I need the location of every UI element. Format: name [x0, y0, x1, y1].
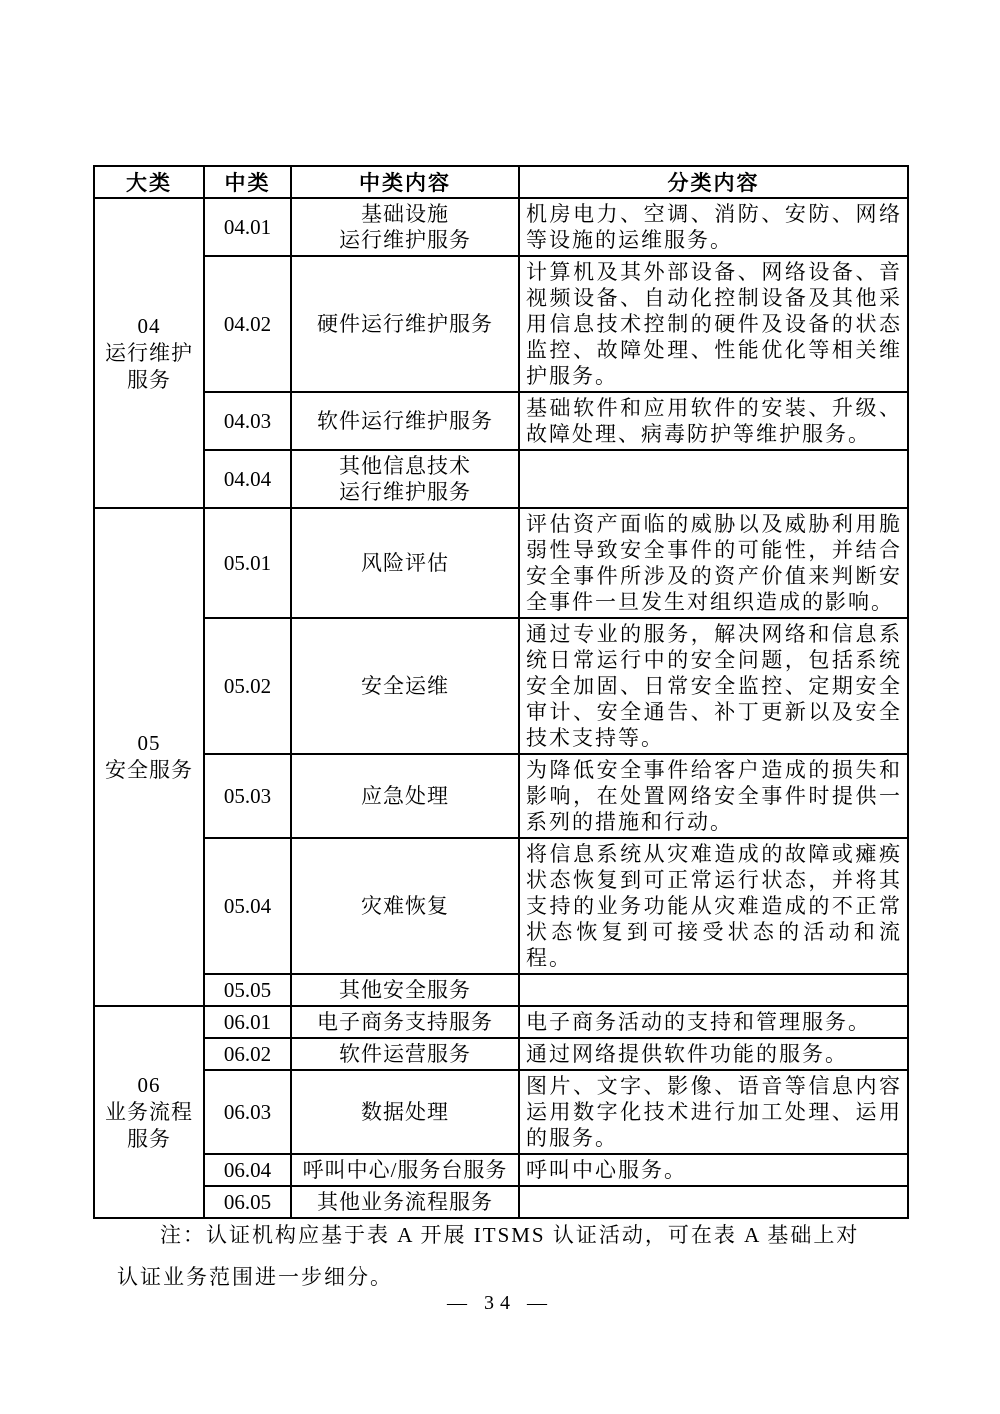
middle-category-name-line: 呼叫中心/服务台服务: [302, 1158, 508, 1182]
table-row: [94, 1070, 908, 1154]
table-row: [94, 838, 908, 974]
table-note: [117, 1214, 907, 1298]
middle-category-code: 04.04: [204, 450, 291, 508]
middle-category-name-line: 硬件运行维护服务: [317, 312, 493, 336]
table-row: [94, 508, 908, 618]
classification-description: 将信息系统从灾难造成的故障或瘫痪状态恢复到可正常运行状态，并将其支持的业务功能从灾难造成的不正常状态恢复到可接受状态的活动和流程。: [519, 838, 908, 974]
middle-category-name: [291, 198, 519, 256]
middle-category-code: 05.05: [204, 974, 291, 1006]
middle-category-name-line: 灾难恢复: [361, 894, 449, 918]
middle-category-name-line: 基础设施: [361, 202, 449, 226]
major-category-line: 05: [137, 731, 161, 755]
middle-category-name: [291, 256, 519, 392]
middle-category-name: [291, 754, 519, 838]
table-row: [94, 1154, 908, 1186]
middle-category-name-line: 其他信息技术: [339, 454, 471, 478]
table-row: [94, 618, 908, 754]
middle-category-code: 04.03: [204, 392, 291, 450]
table-row: [94, 974, 908, 1006]
header-middle-category-content: 中类内容: [291, 166, 519, 198]
middle-category-name-line: 安全运维: [361, 674, 449, 698]
note-line-1: 注：认证机构应基于表 A 开展 ITSMS 认证活动，可在表 A 基础上对: [160, 1223, 860, 1247]
middle-category-code: 06.04: [204, 1154, 291, 1186]
middle-category-name: [291, 618, 519, 754]
middle-category-name: [291, 838, 519, 974]
middle-category-name-line: 其他安全服务: [339, 978, 471, 1002]
classification-table: [93, 165, 909, 1219]
table-row: [94, 754, 908, 838]
middle-category-code: 05.01: [204, 508, 291, 618]
major-category-line: 服务: [127, 1126, 171, 1151]
classification-description: 电子商务活动的支持和管理服务。: [519, 1006, 908, 1038]
table-row: [94, 256, 908, 392]
page-number: — 34 —: [447, 1292, 553, 1314]
middle-category-name: [291, 392, 519, 450]
classification-description: 基础软件和应用软件的安装、升级、故障处理、病毒防护等维护服务。: [519, 392, 908, 450]
major-category-line: 服务: [127, 367, 171, 392]
middle-category-name-line: 数据处理: [361, 1100, 449, 1124]
major-category-line: 业务流程: [105, 1099, 193, 1124]
middle-category-name-line: 电子商务支持服务: [317, 1010, 493, 1034]
table-header-row: [94, 166, 908, 198]
table-row: [94, 450, 908, 508]
middle-category-code: 05.03: [204, 754, 291, 838]
middle-category-name-line: 运行维护服务: [339, 228, 471, 252]
table-row: [94, 1006, 908, 1038]
middle-category-name: [291, 450, 519, 508]
middle-category-code: 06.05: [204, 1186, 291, 1218]
middle-category-name-line: 其他业务流程服务: [317, 1190, 493, 1214]
header-major-category: 大类: [94, 166, 204, 198]
note-line-2: 认证业务范围进一步细分。: [117, 1265, 393, 1289]
table-row: [94, 392, 908, 450]
classification-description: 为降低安全事件给客户造成的损失和影响，在处置网络安全事件时提供一系列的措施和行动。: [519, 754, 908, 838]
middle-category-code: 04.01: [204, 198, 291, 256]
table-row: [94, 198, 908, 256]
major-category-line: 安全服务: [105, 758, 193, 782]
middle-category-code: 05.04: [204, 838, 291, 974]
table-row: [94, 1038, 908, 1070]
major-category-cell-05: [94, 508, 204, 1006]
middle-category-code: 06.01: [204, 1006, 291, 1038]
classification-description: 通过专业的服务，解决网络和信息系统日常运行中的安全问题，包括系统安全加固、日常安全监控、定期安全审计、安全通告、补丁更新以及安全技术支持等。: [519, 618, 908, 754]
classification-description: 机房电力、空调、消防、安防、网络等设施的运维服务。: [519, 198, 908, 256]
header-classification-content: 分类内容: [519, 166, 908, 198]
header-middle-category: 中类: [204, 166, 291, 198]
major-category-line: 06: [137, 1072, 161, 1097]
major-category-line: 运行维护: [105, 340, 193, 365]
classification-description: 评估资产面临的威胁以及威胁利用脆弱性导致安全事件的可能性，并结合安全事件所涉及的资产价值来判断安全事件一旦发生对组织造成的影响。: [519, 508, 908, 618]
middle-category-name: [291, 1006, 519, 1038]
classification-description: [519, 974, 908, 1006]
middle-category-name: [291, 1070, 519, 1154]
major-category-cell-06: [94, 1006, 204, 1218]
middle-category-name-line: 风险评估: [361, 551, 449, 575]
middle-category-name-line: 软件运行维护服务: [317, 409, 493, 433]
middle-category-name: [291, 1038, 519, 1070]
major-category-cell-04: [94, 198, 204, 508]
middle-category-code: 06.03: [204, 1070, 291, 1154]
middle-category-name: [291, 508, 519, 618]
middle-category-code: 05.02: [204, 618, 291, 754]
classification-description: 通过网络提供软件功能的服务。: [519, 1038, 908, 1070]
middle-category-name: [291, 1154, 519, 1186]
middle-category-name-line: 应急处理: [361, 784, 449, 808]
middle-category-name: [291, 974, 519, 1006]
classification-description: [519, 450, 908, 508]
middle-category-name-line: 运行维护服务: [339, 480, 471, 504]
middle-category-code: 04.02: [204, 256, 291, 392]
classification-description: 呼叫中心服务。: [519, 1154, 908, 1186]
middle-category-code: 06.02: [204, 1038, 291, 1070]
classification-description: 计算机及其外部设备、网络设备、音视频设备、自动化控制设备及其他采用信息技术控制的硬件及设备的状态监控、故障处理、性能优化等相关维护服务。: [519, 256, 908, 392]
middle-category-name-line: 软件运营服务: [339, 1042, 471, 1066]
major-category-line: 04: [137, 313, 161, 338]
classification-description: 图片、文字、影像、语音等信息内容运用数字化技术进行加工处理、运用的服务。: [519, 1070, 908, 1154]
